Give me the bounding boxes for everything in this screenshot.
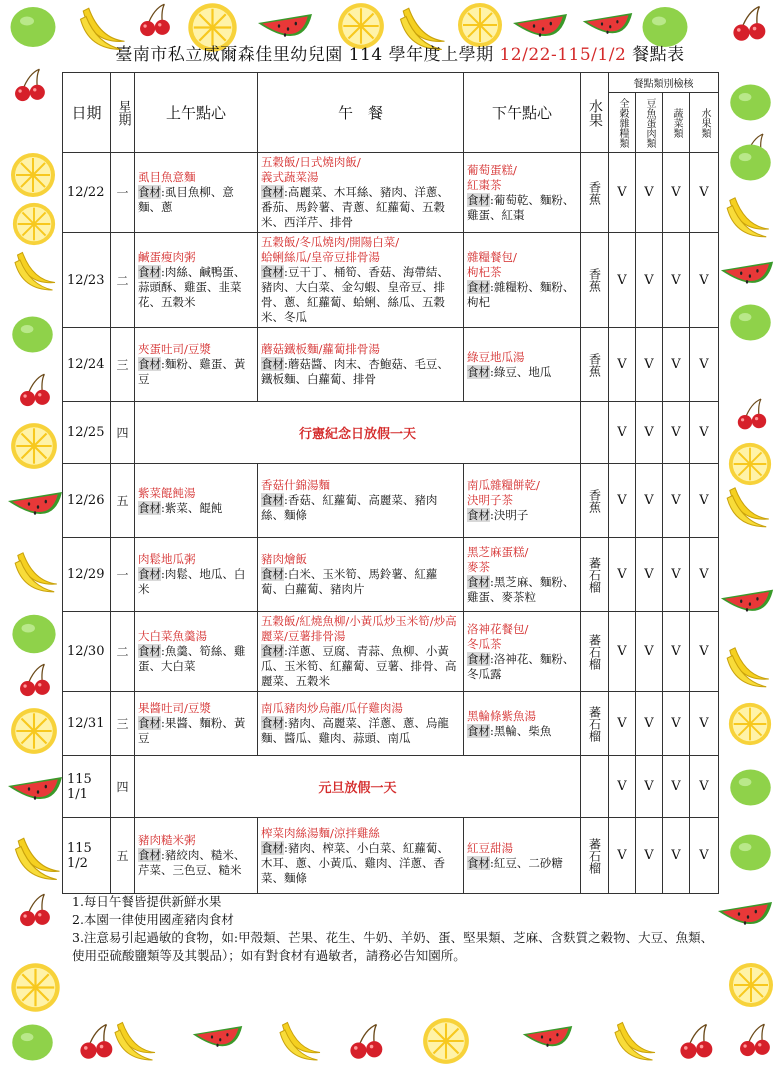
- ingredient-label: 食材: [138, 357, 161, 371]
- row-fruit: 香蕉: [581, 153, 609, 233]
- lunch-dish: 南瓜豬肉炒烏龍/瓜仔雞肉湯: [261, 701, 403, 715]
- afternoon-snack-ingredients: [467, 193, 577, 223]
- morning-snack: [135, 538, 258, 612]
- check-mark: V: [636, 756, 663, 818]
- ingredient-label: 食材: [467, 364, 490, 379]
- header-check-col: 蔬菜類: [663, 93, 690, 153]
- lime-icon: [10, 312, 55, 357]
- row-weekday: 一: [111, 538, 135, 612]
- row-date: 12/25: [63, 402, 111, 464]
- check-mark: V: [663, 612, 690, 692]
- lemon-slice-icon: [420, 1015, 472, 1067]
- morning-snack-dish: 虱目魚意麵: [138, 170, 196, 184]
- banana-icon: [722, 190, 774, 242]
- lunch-dish: 蘑菇鐵板麵/蘿蔔排骨湯: [261, 342, 380, 356]
- check-mark: V: [609, 464, 636, 538]
- ingredient-label: 食材: [261, 265, 284, 279]
- ingredient-text: :豆干丁、桶筍、香菇、海帶結、豬肉、大白菜、金勾蝦、皇帝豆、排骨、蔥、紅蘿蔔、蛤蜊、絲瓜、五穀米、冬瓜: [261, 265, 449, 324]
- afternoon-snack-dish: 南瓜雜糧餅乾/ 決明子茶: [467, 478, 540, 507]
- row-fruit: 蕃石榴: [581, 538, 609, 612]
- check-mark: V: [636, 464, 663, 538]
- lunch-ingredients: [261, 841, 460, 886]
- check-mark: V: [663, 153, 690, 233]
- menu-row: [63, 464, 719, 538]
- banana-icon: [10, 245, 60, 295]
- lunch-ingredients: [261, 357, 460, 387]
- watermelon-icon: [5, 480, 65, 540]
- ingredient-text: :肉絲、鹹鴨蛋、蒜頭酥、雞蛋、韭菜花、五穀米: [138, 265, 246, 309]
- ingredient-text: :葡萄乾、麵粉、雞蛋、紅棗: [467, 192, 575, 222]
- row-weekday: 二: [111, 612, 135, 692]
- lime-icon: [728, 765, 773, 810]
- title-suffix: 餐點表: [626, 45, 685, 65]
- check-mark: V: [636, 538, 663, 612]
- lunch-ingredients: [261, 265, 460, 325]
- morning-snack-dish: 豬肉糙米粥: [138, 833, 196, 847]
- lemon-slice-icon: [8, 960, 63, 1015]
- check-mark: V: [690, 692, 719, 756]
- lemon-slice-icon: [8, 420, 60, 472]
- lunch: [258, 328, 464, 402]
- ingredient-text: :洋蔥、豆腐、青蒜、魚柳、小黃瓜、玉米筍、紅蘿蔔、豆薯、排骨、高麗菜、五穀米: [261, 644, 457, 688]
- ingredient-label: 食材: [261, 185, 284, 199]
- afternoon-snack: [464, 538, 581, 612]
- ingredient-text: :虱目魚柳、意麵、蔥: [138, 185, 234, 214]
- check-mark: V: [609, 692, 636, 756]
- morning-snack-dish: 鹹蛋瘦肉粥: [138, 250, 196, 264]
- lime-icon: [728, 830, 773, 875]
- ingredient-label: 食材: [138, 567, 161, 581]
- afternoon-snack-ingredients: [467, 575, 577, 605]
- menu-row: [63, 153, 719, 233]
- check-mark: V: [663, 692, 690, 756]
- menu-row: [63, 756, 719, 818]
- lunch-ingredients: [261, 493, 460, 523]
- ingredient-label: 食材: [138, 500, 161, 515]
- menu-row: [63, 818, 719, 894]
- lunch: [258, 153, 464, 233]
- morning-snack: [135, 818, 258, 894]
- afternoon-snack-dish: 黑輪條紫魚湯: [467, 708, 536, 723]
- ingredient-text: :紫菜、餛飩: [161, 500, 223, 515]
- morning-snack-ingredients: [138, 357, 254, 387]
- note-2: 2.本園一律使用國產豬肉食材: [72, 912, 234, 927]
- banana-icon: [722, 480, 774, 532]
- afternoon-snack: [464, 612, 581, 692]
- check-mark: V: [663, 402, 690, 464]
- morning-snack: [135, 692, 258, 756]
- afternoon-snack-ingredients: [467, 856, 577, 871]
- ingredient-label: 食材: [261, 716, 284, 730]
- banana-icon: [722, 640, 774, 692]
- lunch-dish: 香菇什錦湯麵: [261, 478, 330, 492]
- check-mark: V: [609, 538, 636, 612]
- row-date: 115 1/2: [63, 818, 111, 894]
- afternoon-snack: [464, 328, 581, 402]
- check-mark: V: [663, 464, 690, 538]
- check-mark: V: [690, 233, 719, 328]
- ingredient-label: 食材: [138, 185, 161, 199]
- lunch: [258, 464, 464, 538]
- watermelon-icon: [718, 578, 776, 636]
- morning-snack-ingredients: [138, 567, 254, 597]
- lunch: [258, 233, 464, 328]
- ingredient-text: :黑芝麻、麵粉、雞蛋、麥茶粒: [467, 574, 575, 604]
- check-mark: V: [663, 756, 690, 818]
- ingredient-text: :香菇、紅蘿蔔、高麗菜、豬肉絲、麵條: [261, 493, 438, 522]
- menu-row: [63, 233, 719, 328]
- row-date: 12/31: [63, 692, 111, 756]
- afternoon-snack-dish: 葡萄蛋糕/ 紅棗茶: [467, 162, 517, 192]
- row-date: 12/22: [63, 153, 111, 233]
- row-weekday: 三: [111, 692, 135, 756]
- ingredient-text: :高麗菜、木耳絲、豬肉、洋蔥、番茄、馬鈴薯、青蔥、紅蘿蔔、五穀米、西洋芹、排骨: [261, 185, 449, 229]
- header-afternoon-snack: 下午點心: [464, 73, 581, 153]
- check-mark: V: [690, 402, 719, 464]
- afternoon-snack-ingredients: [467, 508, 577, 523]
- afternoon-snack: [464, 464, 581, 538]
- lunch-dish: 五穀飯/冬瓜燒肉/開陽白菜/ 蛤蜊絲瓜/皇帝豆排骨湯: [261, 235, 400, 264]
- check-mark: V: [609, 756, 636, 818]
- lunch: [258, 818, 464, 894]
- ingredient-text: :蘑菇醬、肉末、杏鮑菇、毛豆、鐵板麵、白蘿蔔、排骨: [261, 357, 449, 386]
- ingredient-label: 食材: [138, 848, 161, 862]
- morning-snack: [135, 328, 258, 402]
- ingredient-label: 食材: [467, 855, 490, 870]
- morning-snack-ingredients: [138, 265, 254, 310]
- cherry-icon: [15, 660, 57, 702]
- lunch-ingredients: [261, 716, 460, 746]
- lime-icon: [728, 140, 773, 185]
- watermelon-icon: [5, 765, 65, 825]
- cherry-icon: [728, 2, 773, 47]
- title-main: 臺南市私立威爾森佳里幼兒園 114 學年度上學期: [115, 45, 500, 65]
- banana-icon: [10, 830, 65, 885]
- watermelon-icon: [715, 890, 775, 950]
- ingredient-label: 食材: [261, 567, 284, 581]
- page-title: [70, 40, 730, 65]
- ingredient-label: 食材: [467, 192, 490, 207]
- ingredient-text: :豬肉、榨菜、小白菜、紅蘿蔔、木耳、蔥、小黃瓜、雞肉、洋蔥、香菜、麵條: [261, 840, 449, 885]
- menu-row: [63, 328, 719, 402]
- check-mark: V: [690, 153, 719, 233]
- row-date: 12/24: [63, 328, 111, 402]
- row-weekday: 五: [111, 818, 135, 894]
- check-mark: V: [690, 756, 719, 818]
- holiday-note: 行憲紀念日放假一天: [135, 402, 581, 464]
- morning-snack-dish: 夾蛋吐司/豆漿: [138, 342, 211, 356]
- afternoon-snack-dish: 黑芝麻蛋糕/ 麥茶: [467, 544, 529, 574]
- lunch-dish: 榨菜肉絲湯麵/涼拌雞絲: [261, 825, 380, 840]
- morning-snack-ingredients: [138, 501, 254, 516]
- lunch: [258, 538, 464, 612]
- lemon-slice-icon: [726, 700, 774, 748]
- ingredient-label: 食材: [261, 493, 284, 507]
- check-mark: V: [636, 612, 663, 692]
- header-weekday: 星期: [111, 73, 135, 153]
- ingredient-label: 食材: [261, 357, 284, 371]
- lunch-dish: 五穀飯/日式燒肉飯/ 義式蔬菜湯: [261, 155, 361, 184]
- ingredient-label: 食材: [467, 508, 490, 522]
- ingredient-label: 食材: [467, 651, 490, 666]
- afternoon-snack-ingredients: [467, 280, 577, 310]
- note-1: 1.每日午餐皆提供新鮮水果: [72, 894, 222, 909]
- cherry-icon: [10, 65, 52, 107]
- check-mark: V: [690, 328, 719, 402]
- cherry-icon: [735, 1020, 777, 1062]
- header-check-group: 餐點類別檢核: [609, 73, 719, 93]
- ingredient-text: :果醬、麵粉、黃豆: [138, 716, 246, 745]
- menu-row: [63, 538, 719, 612]
- ingredient-label: 食材: [467, 280, 490, 294]
- check-mark: V: [609, 818, 636, 894]
- row-fruit: [581, 402, 609, 464]
- ingredient-label: 食材: [467, 574, 490, 589]
- check-mark: V: [609, 328, 636, 402]
- row-weekday: 二: [111, 233, 135, 328]
- banana-icon: [110, 1015, 160, 1065]
- ingredient-text: :綠豆、地瓜: [490, 364, 552, 379]
- ingredient-text: :魚羹、筍絲、雞蛋、大白菜: [138, 644, 246, 673]
- ingredient-text: :雜糧粉、麵粉、枸杞: [467, 280, 575, 309]
- menu-row: [63, 612, 719, 692]
- header-morning-snack: 上午點心: [135, 73, 258, 153]
- afternoon-snack: [464, 233, 581, 328]
- header-check-col: 水果類: [690, 93, 719, 153]
- lime-icon: [8, 2, 58, 52]
- banana-icon: [10, 545, 62, 597]
- row-date: 12/23: [63, 233, 111, 328]
- row-fruit: 蕃石榴: [581, 692, 609, 756]
- morning-snack-dish: 紫菜餛飩湯: [138, 485, 196, 500]
- ingredient-label: 食材: [261, 840, 284, 855]
- check-mark: V: [690, 612, 719, 692]
- cherry-icon: [733, 395, 773, 435]
- header-check-col: 豆魚蛋肉類: [636, 93, 663, 153]
- afternoon-snack-dish: 雜糧餐包/ 枸杞茶: [467, 250, 517, 279]
- check-mark: V: [663, 233, 690, 328]
- check-mark: V: [609, 402, 636, 464]
- title-period: 12/22-115/1/2: [499, 45, 627, 65]
- note-3: 3.注意易引起過敏的食物，如:甲殼類、芒果、花生、牛奶、羊奶、蛋、堅果類、芝麻、含麩質之穀物、大豆、魚類、使用亞硫酸鹽類等及其製品）；如有對食材有過敏者，請務必告知園所。: [72, 930, 714, 963]
- afternoon-snack: [464, 692, 581, 756]
- cherry-icon: [15, 890, 57, 932]
- ingredient-text: :麵粉、雞蛋、黃豆: [138, 357, 246, 386]
- row-date: 12/30: [63, 612, 111, 692]
- row-weekday: 一: [111, 153, 135, 233]
- lunch-ingredients: [261, 567, 460, 597]
- check-mark: V: [636, 692, 663, 756]
- afternoon-snack: [464, 818, 581, 894]
- cherry-icon: [345, 1020, 390, 1065]
- header-check-col: 全穀雜糧類: [609, 93, 636, 153]
- menu-table: [62, 72, 719, 894]
- lime-icon: [10, 1020, 55, 1065]
- lunch-dish: 豬肉燴飯: [261, 552, 307, 566]
- lime-icon: [728, 300, 773, 345]
- row-date: 12/29: [63, 538, 111, 612]
- menu-row: [63, 692, 719, 756]
- header-fruit: 水果: [581, 73, 609, 153]
- notes: [72, 893, 722, 965]
- check-mark: V: [609, 153, 636, 233]
- ingredient-label: 食材: [261, 644, 284, 658]
- morning-snack-dish: 大白菜魚羹湯: [138, 629, 207, 643]
- header-lunch: 午 餐: [258, 73, 464, 153]
- afternoon-snack-ingredients: [467, 365, 577, 380]
- row-date: 12/26: [63, 464, 111, 538]
- lemon-slice-icon: [10, 200, 58, 248]
- afternoon-snack-ingredients: [467, 652, 577, 682]
- check-mark: V: [636, 402, 663, 464]
- ingredient-text: :豬肉、高麗菜、洋蔥、蔥、烏龍麵、醬瓜、雞肉、蒜頭、南瓜: [261, 716, 449, 745]
- check-mark: V: [663, 538, 690, 612]
- row-fruit: 蕃石榴: [581, 818, 609, 894]
- morning-snack: [135, 612, 258, 692]
- header-date: 日期: [63, 73, 111, 153]
- row-fruit: 香蕉: [581, 233, 609, 328]
- check-mark: V: [663, 328, 690, 402]
- banana-icon: [275, 1015, 325, 1065]
- row-weekday: 四: [111, 756, 135, 818]
- row-weekday: 五: [111, 464, 135, 538]
- row-weekday: 四: [111, 402, 135, 464]
- afternoon-snack: [464, 153, 581, 233]
- ingredient-label: 食材: [467, 723, 490, 738]
- lunch-ingredients: [261, 185, 460, 230]
- lunch-dish: 五穀飯/紅燒魚柳/小黃瓜炒玉米筍/炒高麗菜/豆薯排骨湯: [261, 614, 457, 643]
- ingredient-label: 食材: [138, 716, 161, 730]
- check-mark: V: [636, 328, 663, 402]
- banana-icon: [610, 1015, 660, 1065]
- row-fruit: 蕃石榴: [581, 612, 609, 692]
- ingredient-text: :紅豆、二砂糖: [490, 855, 563, 870]
- lemon-slice-icon: [8, 150, 58, 200]
- check-mark: V: [690, 538, 719, 612]
- lemon-slice-icon: [726, 960, 776, 1010]
- morning-snack: [135, 464, 258, 538]
- ingredient-text: :洛神花、麵粉、冬瓜露: [467, 651, 575, 681]
- row-weekday: 三: [111, 328, 135, 402]
- ingredient-label: 食材: [138, 265, 161, 279]
- row-fruit: 香蕉: [581, 328, 609, 402]
- check-mark: V: [636, 153, 663, 233]
- morning-snack-ingredients: [138, 185, 254, 215]
- row-fruit: 香蕉: [581, 464, 609, 538]
- morning-snack-dish: 果醬吐司/豆漿: [138, 701, 211, 715]
- watermelon-icon: [190, 1015, 245, 1070]
- morning-snack: [135, 233, 258, 328]
- lemon-slice-icon: [8, 705, 60, 757]
- check-mark: V: [690, 464, 719, 538]
- check-mark: V: [609, 612, 636, 692]
- afternoon-snack-dish: 紅豆甜湯: [467, 840, 513, 855]
- afternoon-snack-dish: 洛神花餐包/ 冬瓜茶: [467, 621, 529, 651]
- ingredient-text: :決明子: [490, 508, 529, 522]
- afternoon-snack-ingredients: [467, 724, 577, 739]
- ingredient-text: :白米、玉米筍、馬鈴薯、紅蘿蔔、白蘿蔔、豬肉片: [261, 567, 438, 596]
- check-mark: V: [690, 818, 719, 894]
- cherry-icon: [675, 1020, 720, 1065]
- lunch: [258, 692, 464, 756]
- check-mark: V: [636, 818, 663, 894]
- holiday-note: 元旦放假一天: [135, 756, 581, 818]
- cherry-icon: [135, 0, 177, 42]
- morning-snack-ingredients: [138, 848, 254, 878]
- ingredient-text: :黑輪、柴魚: [490, 723, 552, 738]
- morning-snack-ingredients: [138, 716, 254, 746]
- check-mark: V: [609, 233, 636, 328]
- afternoon-snack-dish: 綠豆地瓜湯: [467, 349, 525, 364]
- morning-snack-ingredients: [138, 644, 254, 674]
- ingredient-label: 食材: [138, 644, 161, 658]
- watermelon-icon: [520, 1015, 575, 1070]
- row-date: 115 1/1: [63, 756, 111, 818]
- morning-snack: [135, 153, 258, 233]
- lunch: [258, 612, 464, 692]
- ingredient-text: :肉鬆、地瓜、白米: [138, 567, 246, 596]
- morning-snack-dish: 肉鬆地瓜粥: [138, 552, 196, 566]
- row-fruit: [581, 756, 609, 818]
- check-mark: V: [663, 818, 690, 894]
- lime-icon: [728, 80, 773, 125]
- lunch-ingredients: [261, 644, 460, 689]
- ingredient-text: :豬絞肉、糙米、芹菜、三色豆、糙米: [138, 848, 246, 877]
- check-mark: V: [636, 233, 663, 328]
- menu-row: [63, 402, 719, 464]
- cherry-icon: [15, 370, 57, 412]
- lime-icon: [10, 610, 58, 658]
